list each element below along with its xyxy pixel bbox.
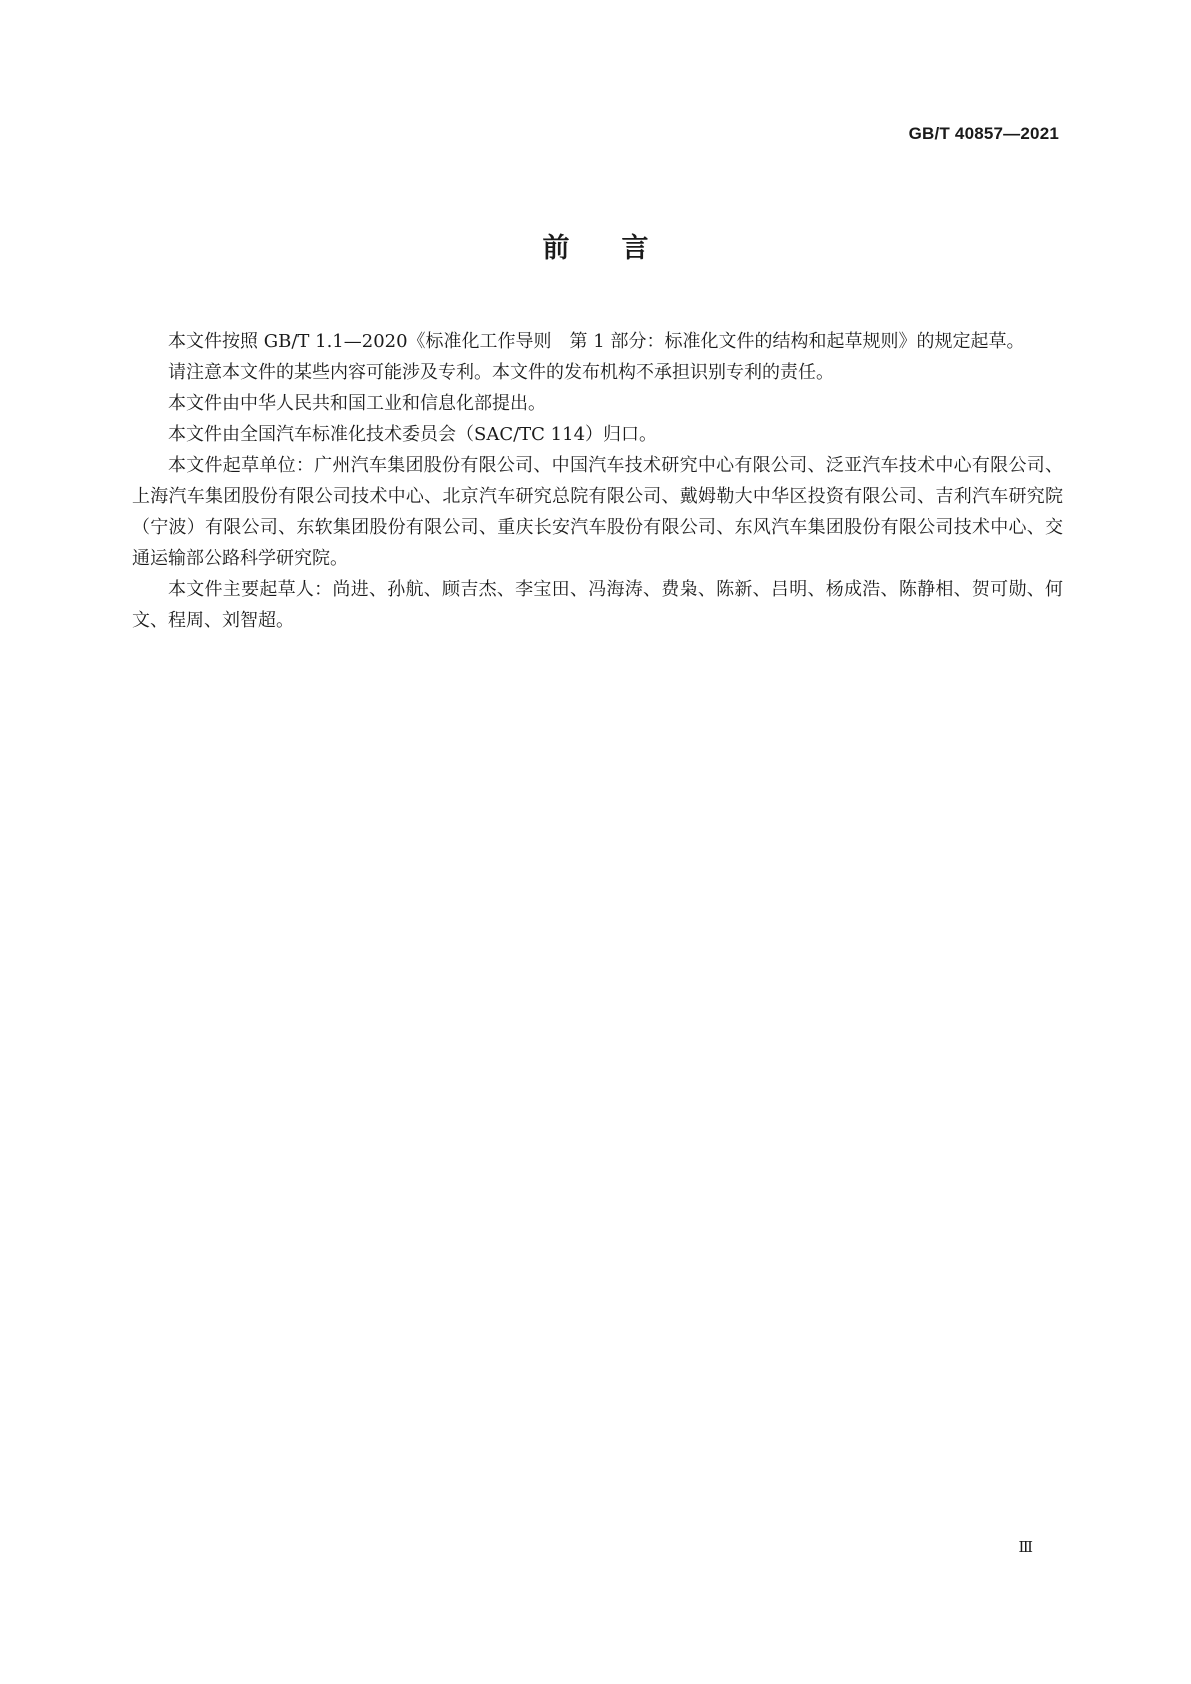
paragraph-technical-committee: 本文件由全国汽车标准化技术委员会（SAC/TC 114）归口。 [168, 424, 658, 445]
page-number: Ⅲ [1018, 1540, 1033, 1556]
page-title-char-1: 前 [542, 233, 570, 264]
page-title-char-2: 言 [621, 233, 649, 264]
paragraph-drafting-rules: 本文件按照 GB/T 1.1—2020《标准化工作导则 第 1 部分：标准化文件的结构和起草规则》的规定起草。 [168, 331, 1025, 352]
document-code: GB/T 40857—2021 [908, 124, 1059, 143]
paragraph-patent-notice: 请注意本文件的某些内容可能涉及专利。本文件的发布机构不承担识别专利的责任。 [168, 362, 834, 383]
foreword-body [132, 326, 1063, 636]
paragraph-proposer: 本文件由中华人民共和国工业和信息化部提出。 [168, 393, 546, 414]
paragraph-drafting-units: 本文件起草单位：广州汽车集团股份有限公司、中国汽车技术研究中心有限公司、泛亚汽车技术中心有限公司、上海汽车集团股份有限公司技术中心、北京汽车研究总院有限公司、戴姆勒大中华区投资有限公司、吉利汽车研究院（宁波）有限公司、东软集团股份有限公司、重庆长安汽车股份有限公司、东风汽车集团股份有限公司技术中心、交通运输部公路科学研究院。 [132, 455, 1063, 569]
page-title [0, 226, 1191, 265]
paragraph-main-drafters: 本文件主要起草人：尚进、孙航、顾吉杰、李宝田、冯海涛、费枭、陈新、吕明、杨成浩、陈静相、贺可勋、何文、程周、刘智超。 [132, 579, 1063, 631]
